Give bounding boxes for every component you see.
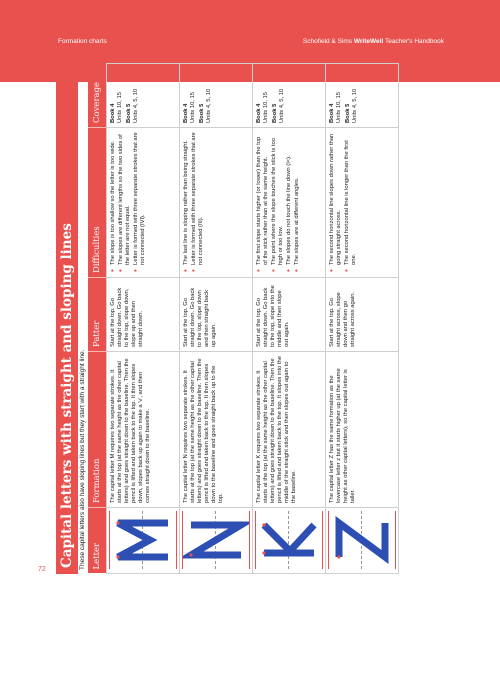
page-number: 72 xyxy=(38,566,46,573)
formation-table xyxy=(88,63,399,574)
coverage-units: Units 4, 5, 10 xyxy=(352,88,358,123)
column-header-difficulties: Difficulties xyxy=(88,128,107,278)
patter-cell: Start at the top. Go straight across, slope down and then go straight across again. xyxy=(326,278,399,352)
handbook-name: Teacher's Handbook xyxy=(384,38,444,45)
letter-m-diagram xyxy=(109,512,177,570)
coverage-book: Book 4 xyxy=(183,103,189,123)
column-header-coverage: Coverage xyxy=(88,64,107,128)
coverage-units: Units 4, 5, 10 xyxy=(206,88,212,123)
coverage-cell xyxy=(253,64,326,128)
column-header-formation: Formation xyxy=(88,352,107,508)
coverage-cell xyxy=(107,64,180,128)
difficulty-item: • The slope is too shallow so the letter is too wide. xyxy=(110,132,117,265)
difficulty-item: • The second horizontal line slopes down rather than going straight across. xyxy=(329,132,343,265)
difficulty-item: • Letter is formed with three separate strokes that are not connected (I\I). xyxy=(191,132,205,265)
table-row xyxy=(253,64,326,574)
coverage-units: Units 4, 5, 10 xyxy=(133,88,139,123)
column-header-patter: Patter xyxy=(88,278,107,352)
difficulty-item: • The slopes are at different angles. xyxy=(294,132,301,265)
coverage-units: Units 10, 15 xyxy=(263,92,269,123)
coverage-book: Book 4 xyxy=(329,103,335,123)
table-row xyxy=(326,64,399,574)
coverage-units: Units 10, 15 xyxy=(117,92,123,123)
letter-cell xyxy=(180,508,253,574)
letter-z-diagram xyxy=(328,512,396,570)
coverage-cell xyxy=(180,64,253,128)
section-label: Formation charts xyxy=(58,38,107,45)
product-name: WriteWell xyxy=(353,38,384,45)
coverage-book: Book 4 xyxy=(256,103,262,123)
publisher-label xyxy=(303,38,444,45)
column-header-letter: Letter xyxy=(88,508,107,574)
table-row xyxy=(107,64,180,574)
table-row xyxy=(180,64,253,574)
difficulties-cell xyxy=(107,128,180,278)
rotated-chart-area xyxy=(56,64,448,574)
coverage-cell xyxy=(326,64,399,128)
letter-n-diagram xyxy=(182,512,250,570)
coverage-book: Book 5 xyxy=(126,103,132,123)
coverage-book: Book 5 xyxy=(345,103,351,123)
formation-cell: The capital letter M requires two separate strokes. It starts at the top (at the same height as the other capital letters) and goes straight down to the baseline. Then the pencil is lifted and taken back to the top. It then slopes down, slopes back up again to make a 'v', and then comes straight down to the baseline. xyxy=(107,352,180,508)
coverage-book: Book 5 xyxy=(272,103,278,123)
patter-cell: Start at the top. Go straight down. Go back to the top, slope into the middle and then slope out again. xyxy=(253,278,326,352)
coverage-units: Units 4, 5, 10 xyxy=(279,88,285,123)
page-subtitle: These capital letters also have sloping lines but they start with a straight line. xyxy=(79,349,86,570)
difficulty-item: • The first slope starts higher (or lower) than the top of the stick rather than at the same height. xyxy=(256,132,270,265)
letter-cell xyxy=(253,508,326,574)
difficulty-item: • The slopes do not touch the line down (I<). xyxy=(286,132,293,265)
table-header-row xyxy=(88,64,107,574)
difficulties-cell xyxy=(253,128,326,278)
brand-name: Schofield & Sims xyxy=(302,38,353,45)
difficulty-item: • Letter is formed with three separate strokes that are not connected (IVI). xyxy=(133,132,147,265)
difficulty-item: • The point where the slope touches the stick is too high or too low. xyxy=(271,132,285,265)
difficulties-cell xyxy=(326,128,399,278)
patter-cell: Start at the top. Go straight down. Go back to the top, slope down, slope up and then straight down. xyxy=(107,278,180,352)
difficulty-item: • The slopes are different lengths so the two sides of the letter are not equal. xyxy=(118,132,132,265)
title-bar xyxy=(56,64,78,574)
difficulty-item: • The second horizontal line is longer than the first one. xyxy=(344,132,358,265)
difficulty-item: • The last line is sloping rather than being straight. xyxy=(183,132,190,265)
letter-cell xyxy=(107,508,180,574)
coverage-book: Book 5 xyxy=(199,103,205,123)
coverage-units: Units 10, 15 xyxy=(336,92,342,123)
patter-cell: Start at the top. Go straight down. Go back to the top, slope down and then straight back up again. xyxy=(180,278,253,352)
formation-cell: The capital letter Z has the same formation as the lowercase letter z but it starts higher up (at the same height as other capital letters), so the capital letter is taller. xyxy=(326,352,399,508)
difficulties-cell xyxy=(180,128,253,278)
letter-k-diagram xyxy=(255,512,323,570)
page-title: Capital letters with straight and sloping lines xyxy=(59,223,75,568)
formation-cell: The capital letter K requires two separate strokes. It starts at the top (at the same height as the other capital letters) and goes straight down to the baseline. Then the pencil is lifted and taken back to the top. It slopes into the middle of the straight stick and then slopes out again to the baseline. xyxy=(253,352,326,508)
formation-chart xyxy=(56,64,448,574)
coverage-units: Units 10, 15 xyxy=(190,92,196,123)
coverage-book: Book 4 xyxy=(110,103,116,123)
formation-cell: The capital letter N requires two separate strokes. It starts at the top (at the same height as the other capital letters) and goes straight down to the baseline. Then the pencil is lifted and taken back to the top. It then slopes down to the baseline and goes straight back up to the top. xyxy=(180,352,253,508)
letter-cell xyxy=(326,508,399,574)
